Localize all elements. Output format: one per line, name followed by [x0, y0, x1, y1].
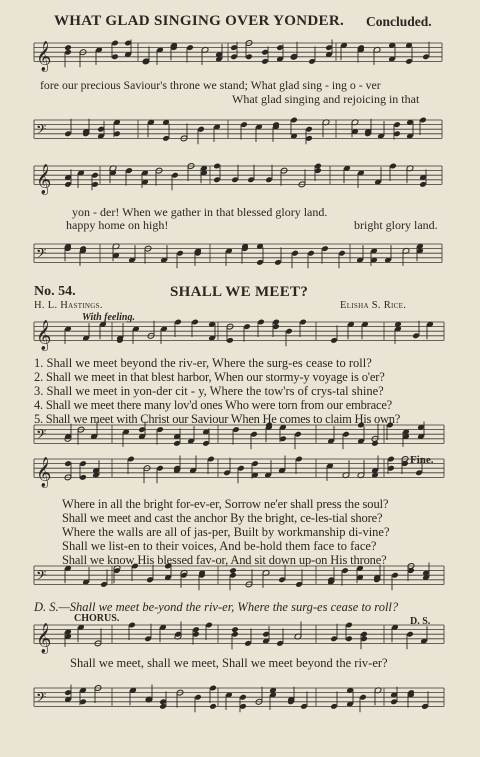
note-head [64, 44, 72, 51]
note-head [231, 626, 239, 633]
note-head [209, 703, 217, 710]
verse-4-line-2: Shall we list-en to their voices, And be-hold them face to face? [62, 539, 377, 553]
top-lyric-line-3: yon - der! When we gather in that blessed glory land. [72, 205, 328, 219]
bass-clef-icon: 𝄢 [36, 121, 47, 141]
song-title-continued: WHAT GLAD SINGING OVER YONDER. [54, 13, 345, 29]
treble-clef-icon: 𝄞 [36, 457, 52, 488]
hymn-number: No. 54. [34, 284, 76, 299]
treble-clef-icon: 𝄞 [36, 320, 52, 351]
verse-3-line-2: Where the walls are all of jas-per, Built by workmanship di-vine? [62, 525, 390, 539]
composer: Elisha S. Rice. [340, 300, 407, 311]
chorus-lyric: Shall we meet, shall we meet, Shall we meet beyond the riv-er? [70, 656, 388, 670]
verse-4-line-1: 4. Shall we meet there many lov'd ones Who were torn from our embrace? [34, 398, 393, 412]
ds-marking: D. S. [410, 616, 431, 627]
verse-3-line-1: 3. Shall we meet in yon-der cit - y, Where the tow'rs of crys-tal shine? [34, 384, 384, 398]
top-lyric-line-2: What glad singing and rejoicing in that [232, 92, 420, 106]
tempo-marking: With feeling. [82, 312, 135, 323]
verse-2-line-2: Shall we meet and cast the anchor By the bright, ce-les-tial shore? [62, 511, 383, 525]
top-lyric-line-1: fore our precious Saviour's throne we stand; What glad sing - ing o - ver [40, 78, 381, 92]
verse-5-line-1: 5. Shall we meet with Christ our Saviour When He comes to claim His own? [34, 412, 401, 426]
concluded-label: Concluded. [366, 14, 432, 29]
verse-1-line-2: Where in all the bright for-ev-er, Sorrow ne'er shall press the soul? [62, 497, 389, 511]
bass-clef-icon: 𝄢 [36, 689, 47, 709]
note-head [229, 567, 237, 574]
treble-clef-icon: 𝄞 [36, 41, 52, 72]
fine-marking: Fine. [410, 454, 434, 466]
bass-clef-icon: 𝄢 [36, 245, 47, 265]
chorus-label: CHORUS. [74, 613, 120, 624]
ds-repeat-line: D. S.—Shall we meet be-yond the riv-er, Where the surg-es cease to roll? [34, 600, 399, 614]
verse-5-line-2: Shall we know His blessed fav-or, And sit down up-on His throne? [62, 553, 387, 567]
bass-clef-icon: 𝄢 [36, 426, 47, 446]
verse-1-line-1: 1. Shall we meet beyond the riv-er, Where the surg-es cease to roll? [34, 356, 372, 370]
bass-clef-icon: 𝄢 [36, 567, 47, 587]
treble-clef-icon: 𝄞 [36, 164, 52, 195]
verse-2-line-1: 2. Shall we meet in that blest harbor, When our stormy-y voyage is o'er? [34, 370, 385, 384]
lyricist: H. L. Hastings. [34, 300, 103, 311]
top-lyric-line-4a: happy home on high! [66, 218, 169, 232]
top-lyric-line-4b: bright glory land. [354, 218, 438, 232]
treble-clef-icon: 𝄞 [36, 623, 52, 654]
hymn-title: SHALL WE MEET? [170, 284, 309, 300]
